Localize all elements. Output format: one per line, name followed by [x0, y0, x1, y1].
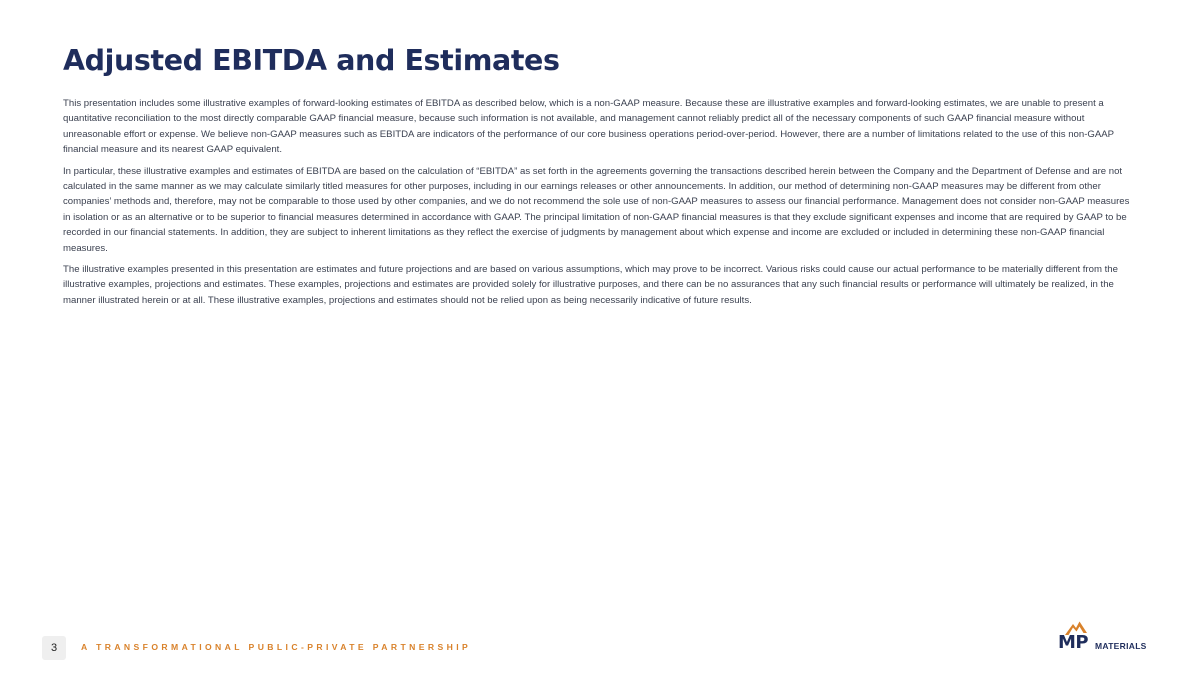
page-number: 3	[42, 636, 66, 660]
logo-wordmark: MATERIALS	[1095, 641, 1147, 651]
company-logo	[1057, 620, 1161, 654]
paragraph-ebitda-calculation: In particular, these illustrative examples and estimates of EBITDA are based on the calculation of “EBITDA” as set forth in the agreements governing the transactions described herein between the Company and the Department of Defense and are not calculated in the same manner as we may calculate similarly titled measures for other purposes, including in our earnings releases or other announcements. In addition, our method of determining non-GAAP measures may be different from other companies’ methods and, therefore, may not be comparable to those used by other companies, and we do not recommend the sole use of non-GAAP measures to assess our financial performance. Management does not consider non-GAAP measures in isolation or as an alternative or to be superior to financial measures determined in accordance with GAAP. The principal limitation of non-GAAP financial measures is that they exclude significant expenses and income that are required by GAAP to be recorded in our financial statements. In addition, they are subject to inherent limitations as they reflect the exercise of judgments by management about which expense and income are excluded or included in determining these non-GAAP financial measures.	[63, 165, 1130, 254]
paragraph-illustrative-examples: The illustrative examples presented in this presentation are estimates and future projections and are based on various assumptions, which may prove to be incorrect. Various risks could cause our actual performance to be materially different from the illustrative examples, projections and estimates. These examples, projections and estimates are provided solely for illustrative purposes, and there can be no assurances that any such financial results or performance will ultimately be realized, in the manner illustrated herein or at all. These illustrative examples, projections and estimates should not be relied upon as being necessarily indicative of future results.	[63, 264, 1118, 306]
disclaimer-body	[63, 96, 1139, 314]
paragraph-non-gaap-intro: This presentation includes some illustrative examples of forward-looking estimates of EBITDA as described below, which is a non-GAAP measure. Because these are illustrative examples and forward-looking estimates, we are unable to present a quantitative reconciliation to the most directly comparable GAAP financial measure, because such information is not available, and management cannot reliably predict all of the necessary components of such GAAP financial measure without unreasonable effort or expense. We believe non-GAAP measures such as EBITDA are indicators of the performance of our core business operations period-over-period. However, there are a number of limitations related to the use of this non-GAAP financial measure and its nearest GAAP equivalent.	[63, 98, 1114, 156]
footer-tagline: A TRANSFORMATIONAL PUBLIC-PRIVATE PARTNERSHIP	[81, 642, 472, 652]
logo-mark: MP	[1058, 632, 1089, 653]
slide-title: Adjusted EBITDA and Estimates	[63, 44, 560, 77]
